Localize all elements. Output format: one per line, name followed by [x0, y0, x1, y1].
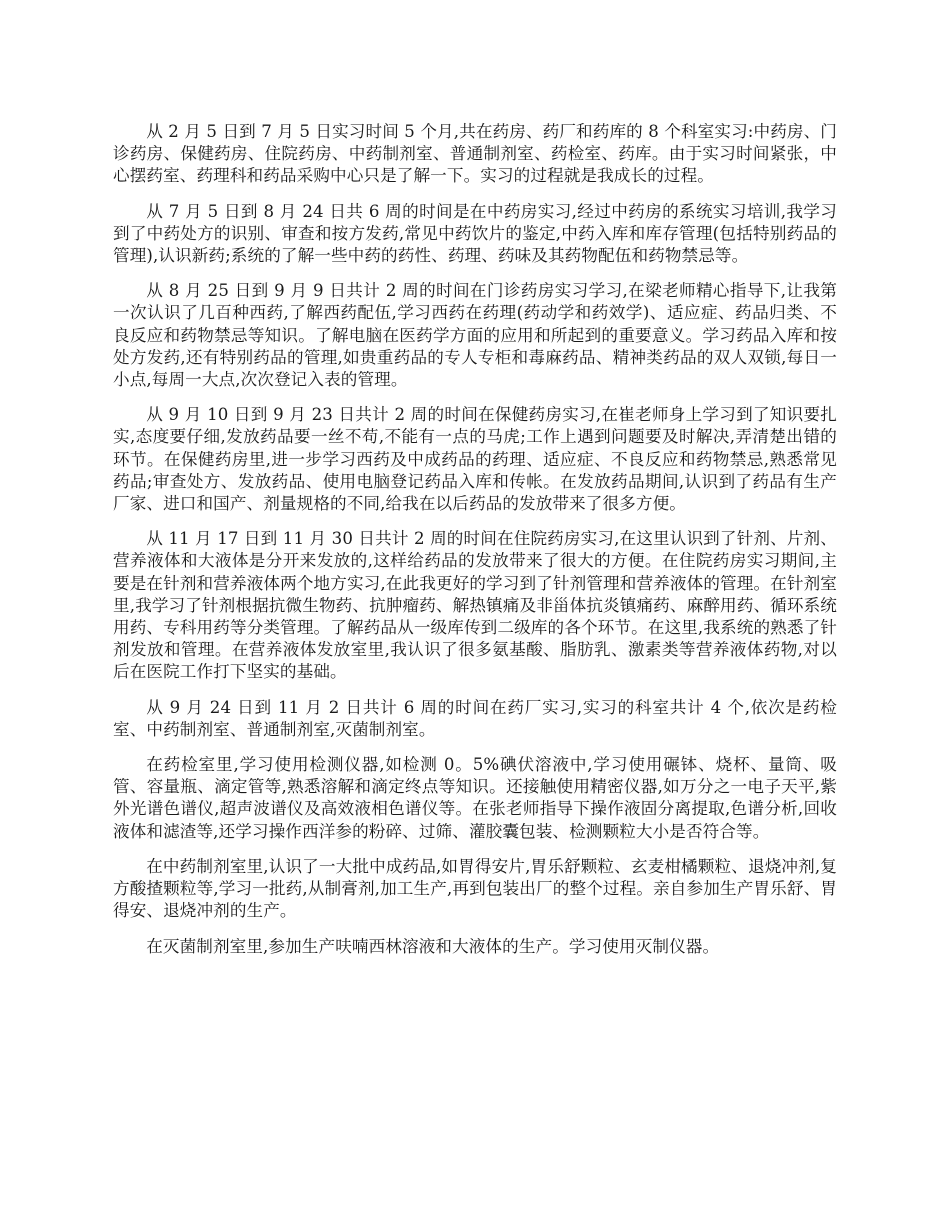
paragraph-1: 从 2 月 5 日到 7 月 5 日实习时间 5 个月,共在药房、药厂和药库的 8 个科室实习:中药房、门诊药房、保健药房、住院药房、中药制剂室、普通制剂室、药检室、药库。由于实习时间紧张，中心摆药室、药理科和药品采购中心只是了解一下。实习的过程就是我成长的过程。: [113, 122, 837, 186]
paragraph-4: 从 9 月 10 日到 9 月 23 日共计 2 周的时间在保健药房实习,在崔老师身上学习到了知识要扎实,态度要仔细,发放药品要一丝不苟,不能有一点的马虎;工作上遇到问题要及时解决,弄清楚出错的环节。在保健药房里,进一步学习西药及中成药品的药理、适应症、不良反应和药物禁忌,熟悉常见药品;审查处方、发放药品、使用电脑登记药品入库和传帐。在发放药品期间,认识到了药品有生产厂家、进口和国产、剂量规格的不同,给我在以后药品的发放带来了很多方便。: [113, 405, 837, 514]
paragraph-5: 从 11 月 17 日到 11 月 30 日共计 2 周的时间在住院药房实习,在这里认识到了针剂、片剂、营养液体和大液体是分开来发放的,这样给药品的发放带来了很大的方便。在住院药房实习期间,主要是在针剂和营养液体两个地方实习,在此我更好的学习到了针剂管理和营养液体的管理。在针剂室里,我学习了针剂根据抗微生物药、抗肿瘤药、解热镇痛及非甾体抗炎镇痛药、麻醉用药、循环系统用药、专科用药等分类管理。了解药品从一级库传到二级库的各个环节。在这里,我系统的熟悉了针剂发放和管理。在营养液体发放室里,我认识了很多氨基酸、脂肪乳、激素类等营养液体药物,对以后在医院工作打下坚实的基础。: [113, 529, 837, 682]
document-body: [113, 121, 837, 971]
paragraph-9: 在灭菌制剂室里,参加生产呋喃西林溶液和大液体的生产。学习使用灭制仪器。: [146, 936, 720, 956]
paragraph-2: 从 7 月 5 日到 8 月 24 日共 6 周的时间是在中药房实习,经过中药房的系统实习培训,我学习到了中药处方的识别、审查和按方发药,常见中药饮片的鉴定,中药入库和库存管理(包括特别药品的管理),认识新药;系统的了解一些中药的药性、药理、药味及其药物配伍和药物禁忌等。: [113, 201, 837, 266]
paragraph-7: 在药检室里,学习使用检测仪器,如检测 0。5%碘伏溶液中,学习使用碾钵、烧杯、量筒、吸管、容量瓶、滴定管等,熟悉溶解和滴定终点等知识。还接触使用精密仪器,如万分之一电子天平,紫外光谱色谱仪,超声波谱仪及高效液相色谱仪等。在张老师指导下操作液固分离提取,色谱分析,回收液体和滤渣等,还学习操作西洋参的粉碎、过筛、灌胶囊包装、检测颗粒大小是否符合等。: [113, 755, 837, 841]
paragraph-6: 从 9 月 24 日到 11 月 2 日共计 6 周的时间在药厂实习,实习的科室共计 4 个,依次是药检室、中药制剂室、普通制剂室,灭菌制剂室。: [113, 697, 837, 739]
paragraph-3: 从 8 月 25 日到 9 月 9 日共计 2 周的时间在门诊药房实习学习,在梁老师精心指导下,让我第一次认识了几百种西药,了解西药配伍,学习西药在药理(药动学和药效学)、适应症、药品归类、不良反应和药物禁忌等知识。了解电脑在医药学方面的应用和所起到的重要意义。学习药品入库和按处方发药,还有特别药品的管理,如贵重药品的专人专柜和毒麻药品、精神类药品的双人双锁,每日一小点,每周一大点,次次登记入表的管理。: [113, 281, 837, 390]
paragraph-8: 在中药制剂室里,认识了一大批中成药品,如胃得安片,胃乐舒颗粒、玄麦柑橘颗粒、退烧冲剂,复方酸揸颗粒等,学习一批药,从制膏剂,加工生产,再到包装出厂的整个过程。亲自参加生产胃乐舒、胃得安、退烧冲剂的生产。: [113, 856, 837, 921]
